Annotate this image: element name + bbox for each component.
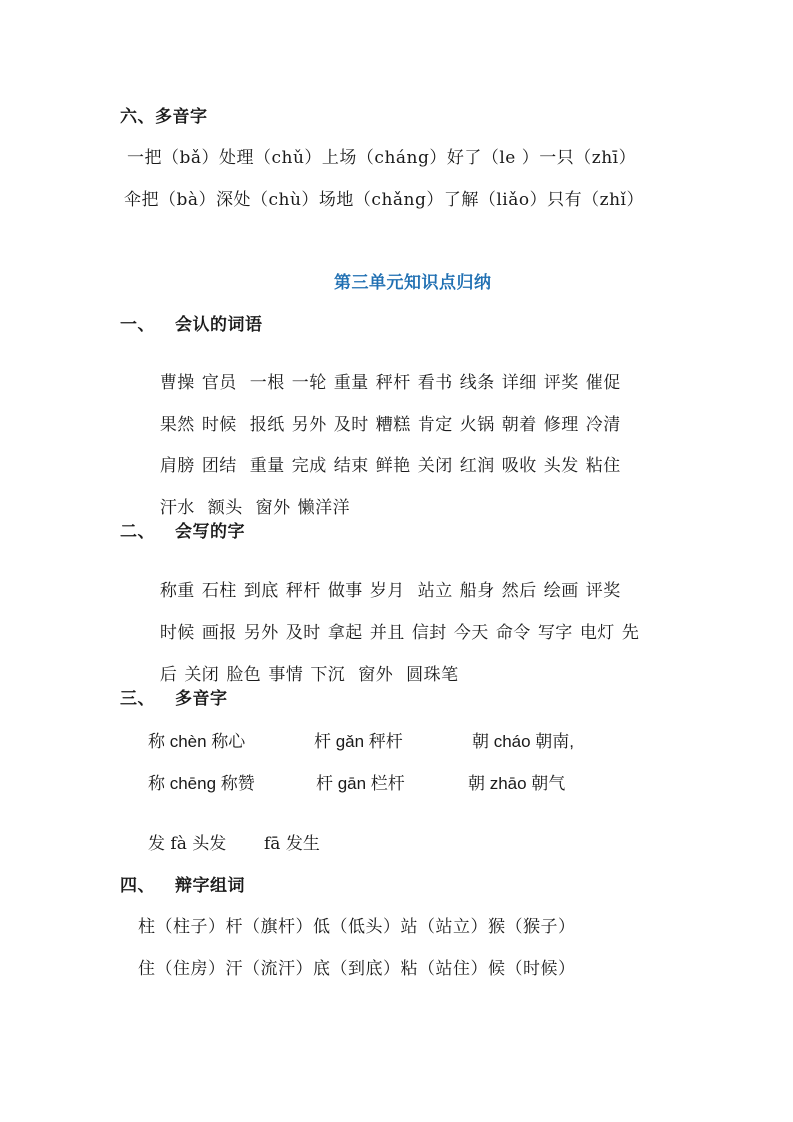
word: 另外	[243, 623, 279, 643]
write-chars-row-2	[148, 608, 639, 642]
polyphone-fa-4: 发 fà 头发	[148, 834, 227, 854]
word: 线条	[459, 373, 495, 393]
word: 信封	[411, 623, 447, 643]
word: 果然	[159, 415, 195, 435]
write-chars-row-1	[148, 566, 621, 600]
write-chars-row-3	[148, 650, 459, 684]
section-title: 辩字组词	[175, 876, 245, 896]
word: 并且	[369, 623, 405, 643]
word: 秤杆	[285, 581, 321, 601]
polyphone-cheng-chen: 称 chèn 称心	[148, 732, 246, 751]
polyphone-cheng-1: 称 chēng 称赞	[148, 774, 255, 793]
word: 拿起	[327, 623, 363, 643]
word: 先	[621, 623, 640, 643]
word: 做事	[327, 581, 363, 601]
section-number: 三、	[120, 689, 155, 709]
word: 石柱	[201, 581, 237, 601]
section-three-heading	[120, 691, 228, 708]
recognize-words-row-3	[148, 441, 621, 475]
polyphone-gan-1: 杆 gān 栏杆	[316, 774, 405, 793]
word: 鲜艳	[375, 456, 411, 476]
section-four-heading	[120, 878, 245, 895]
word: 秤杆	[375, 373, 411, 393]
section-number: 四、	[120, 876, 155, 896]
word: 汗水	[159, 498, 195, 518]
word: 懒洋洋	[297, 498, 351, 518]
polyphone-gan-3: 杆 gǎn 秤杆	[314, 732, 403, 751]
word: 窗外	[249, 498, 291, 518]
word: 时候	[159, 623, 195, 643]
word: 圆珠笔	[400, 665, 459, 685]
word: 曹操	[159, 373, 195, 393]
word: 详细	[501, 373, 537, 393]
word: 吸收	[501, 456, 537, 476]
word: 后	[159, 665, 178, 685]
word: 事情	[268, 665, 304, 685]
polyphone-line-2: 伞把（bà）深处（chù）场地（chǎng）了解（liǎo）只有（zhǐ）	[124, 190, 644, 210]
polyphone-zhao: 朝 zhāo 朝气	[468, 774, 566, 793]
word: 额头	[201, 498, 243, 518]
word: 关闭	[184, 665, 220, 685]
word: 命令	[495, 623, 531, 643]
word: 冷清	[585, 415, 621, 435]
word: 岁月	[369, 581, 405, 601]
word: 今天	[453, 623, 489, 643]
word: 完成	[291, 456, 327, 476]
word: 重量	[333, 373, 369, 393]
recognize-words-row-2	[148, 400, 621, 434]
section-one-heading	[120, 317, 263, 334]
word: 重量	[243, 456, 285, 476]
word: 修理	[543, 415, 579, 435]
word: 团结	[201, 456, 237, 476]
word: 脸色	[226, 665, 262, 685]
word: 粘住	[585, 456, 621, 476]
word: 绘画	[543, 581, 579, 601]
word: 及时	[333, 415, 369, 435]
section-number: 一、	[120, 315, 155, 335]
word: 另外	[291, 415, 327, 435]
polyphone-chao: 朝 cháo 朝南,	[472, 732, 575, 751]
word: 关闭	[417, 456, 453, 476]
word: 写字	[537, 623, 573, 643]
recognize-words-row-4	[148, 483, 350, 517]
section-title: 会认的词语	[175, 315, 263, 335]
recognize-words-row-1	[148, 358, 621, 392]
word: 头发	[543, 456, 579, 476]
word: 肩膀	[159, 456, 195, 476]
word: 画报	[201, 623, 237, 643]
word: 电灯	[579, 623, 615, 643]
word: 报纸	[243, 415, 285, 435]
distinguish-line-1: 柱（柱子）杆（旗杆）低（低头）站（站立）猴（猴子）	[138, 917, 576, 937]
word: 糟糕	[375, 415, 411, 435]
polyphone-line-1: 一把（bǎ）处理（chǔ）上场（cháng）好了（le ）一只（zhī）	[127, 148, 637, 168]
word: 结束	[333, 456, 369, 476]
word: 评奖	[585, 581, 621, 601]
word: 时候	[201, 415, 237, 435]
word: 及时	[285, 623, 321, 643]
word: 看书	[417, 373, 453, 393]
section-two-heading	[120, 524, 245, 541]
unit-three-title: 第三单元知识点归纳	[334, 273, 492, 293]
word: 官员	[201, 373, 237, 393]
word: 火锅	[459, 415, 495, 435]
word: 站立	[411, 581, 453, 601]
polyphone-fa-1: fā 发生	[264, 834, 320, 854]
word: 肯定	[417, 415, 453, 435]
word: 到底	[243, 581, 279, 601]
word: 红润	[459, 456, 495, 476]
word: 一根	[243, 373, 285, 393]
section-title: 多音字	[175, 689, 228, 709]
distinguish-line-2: 住（住房）汗（流汗）底（到底）粘（站住）候（时候）	[138, 959, 576, 979]
word: 船身	[459, 581, 495, 601]
section-six-heading: 六、多音字	[120, 107, 208, 127]
section-title: 会写的字	[175, 522, 245, 542]
word: 催促	[585, 373, 621, 393]
word: 一轮	[291, 373, 327, 393]
word: 窗外	[352, 665, 394, 685]
section-number: 二、	[120, 522, 155, 542]
word: 朝着	[501, 415, 537, 435]
word: 评奖	[543, 373, 579, 393]
word: 下沉	[310, 665, 346, 685]
word: 称重	[159, 581, 195, 601]
word: 然后	[501, 581, 537, 601]
